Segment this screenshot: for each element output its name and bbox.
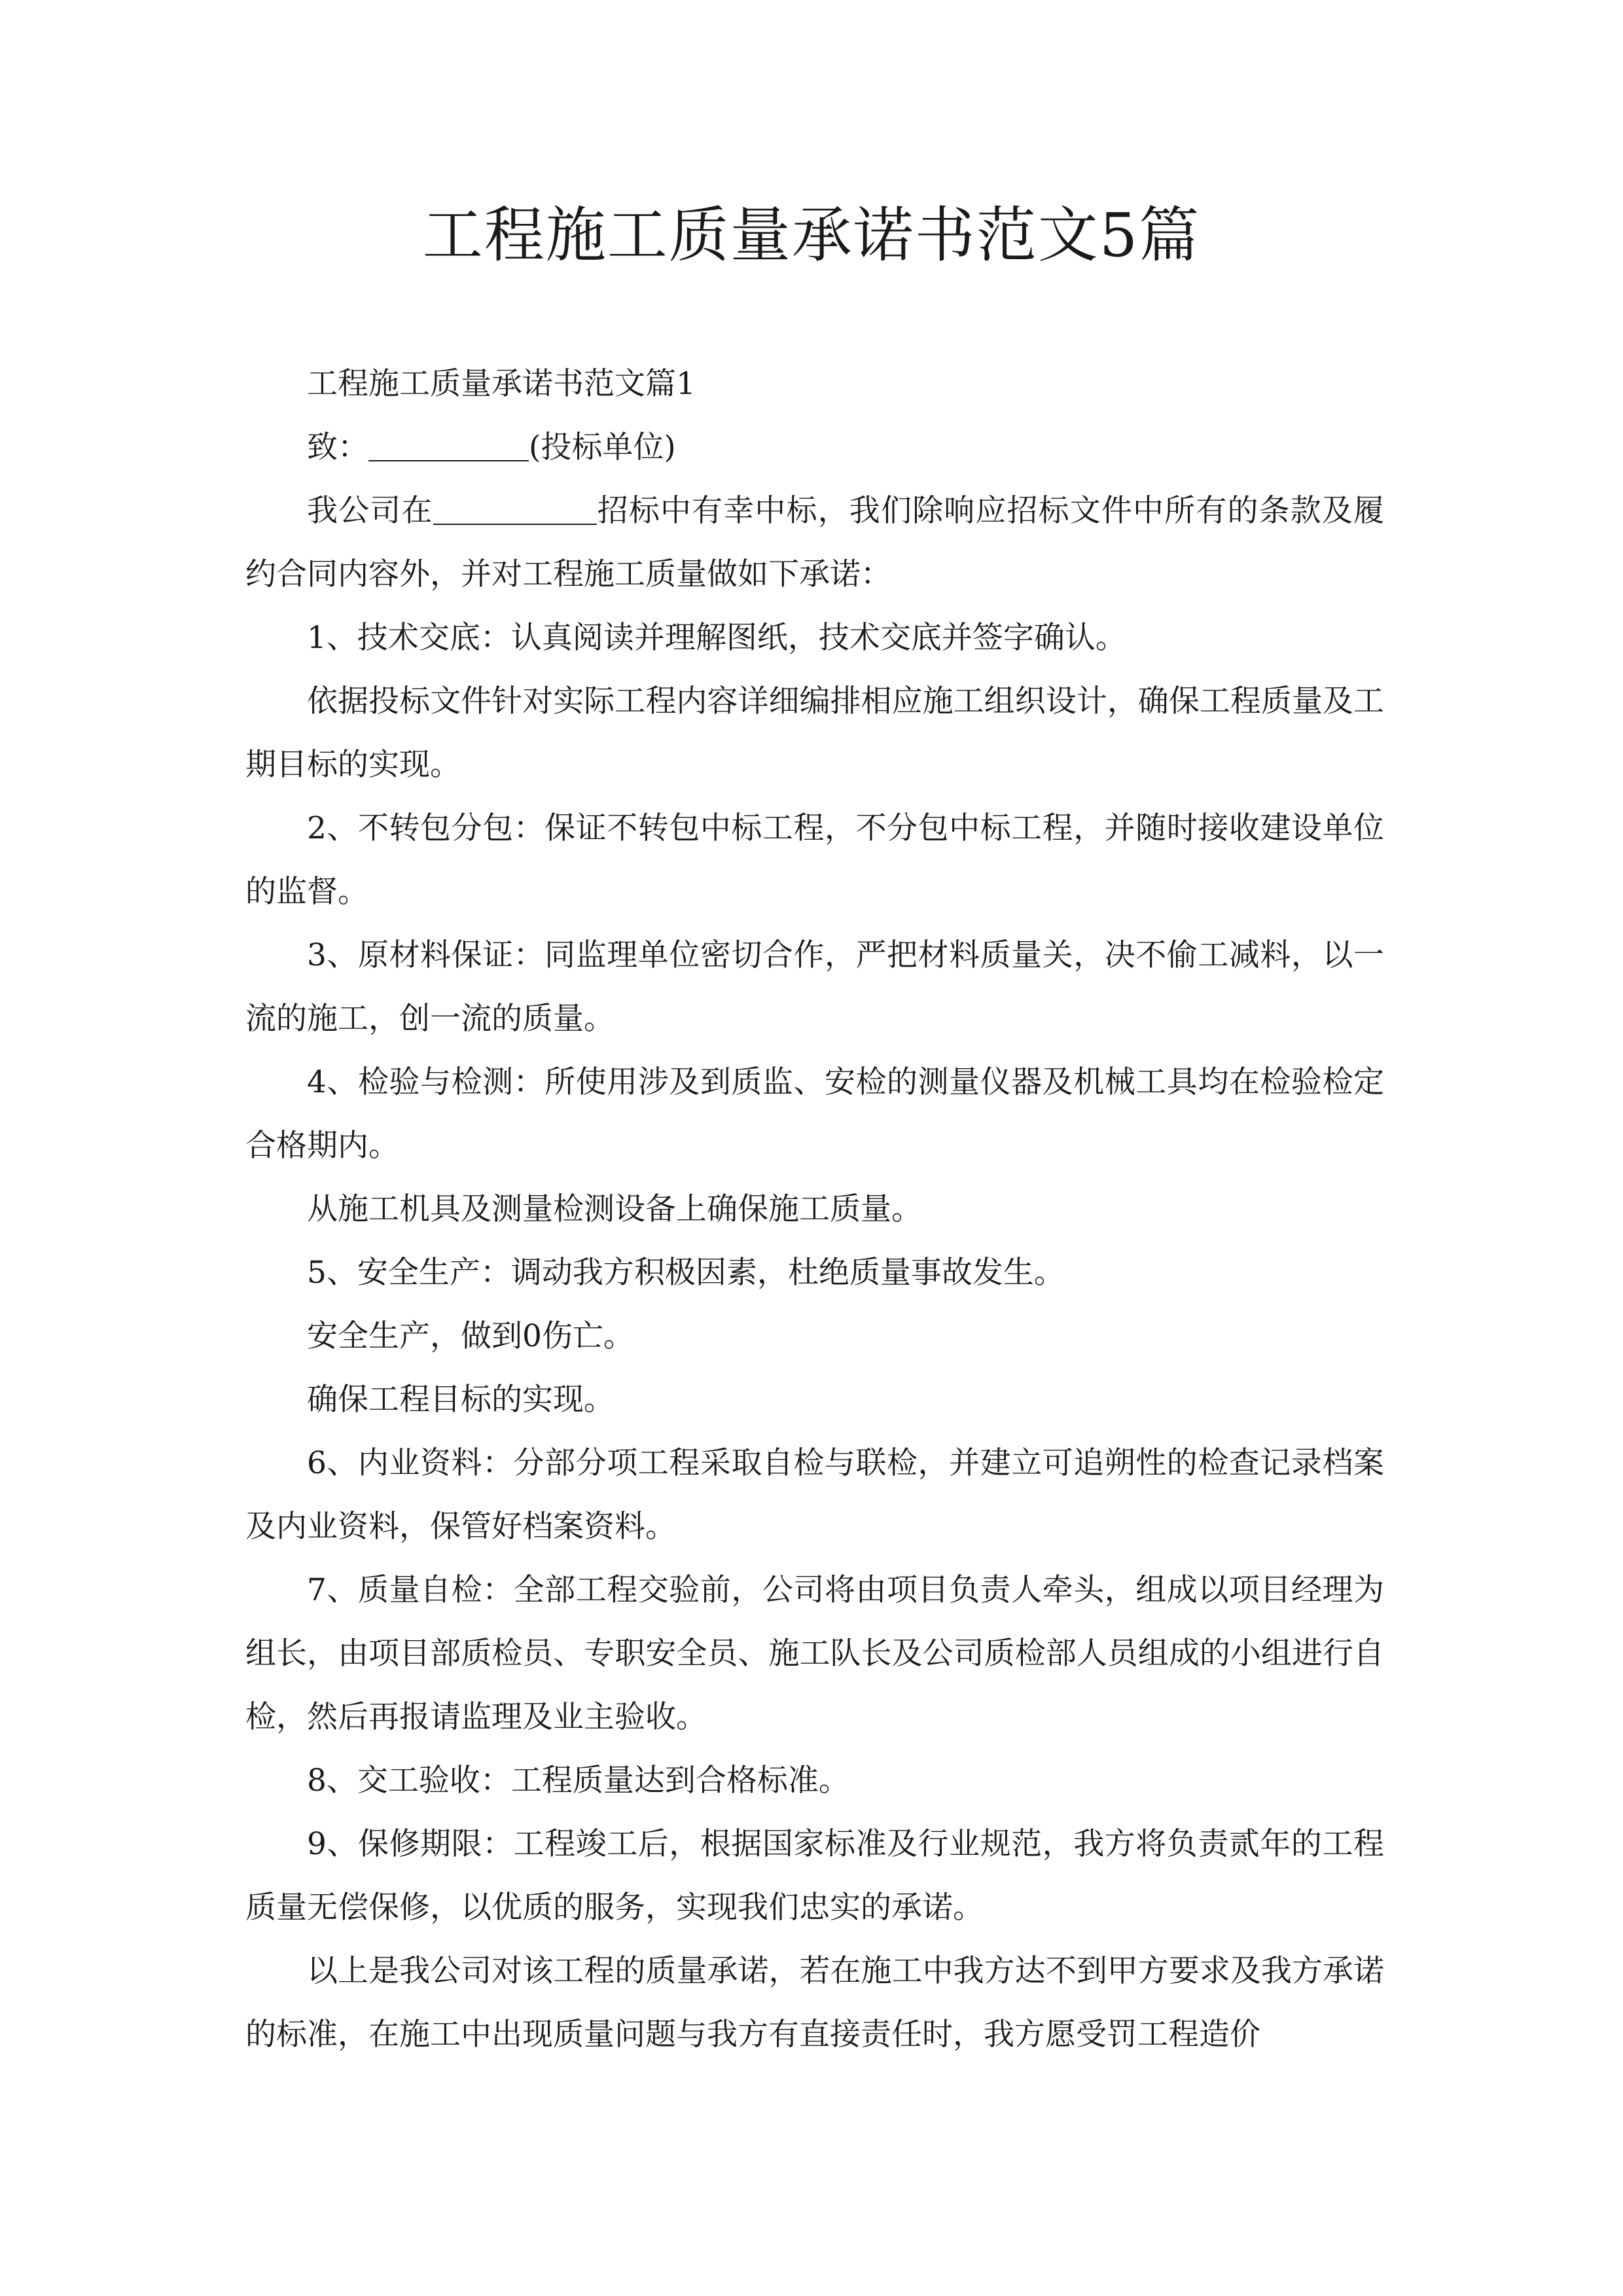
paragraph-project-goals: 确保工程目标的实现。 xyxy=(307,1382,615,1418)
project-name-blank xyxy=(433,490,597,525)
paragraph-handover-acceptance: 8、交工验收：工程质量达到合格标准。 xyxy=(307,1763,849,1799)
intro-prefix: 我公司在 xyxy=(307,493,433,529)
paragraph-construction-design: 依据投标文件针对实际工程内容详细编排相应施工组织设计，确保工程质量及工期目标的实现。 xyxy=(245,683,1384,783)
addressee-suffix: (投标单位) xyxy=(529,429,676,465)
paragraph-raw-materials: 3、原材料保证：同监理单位密切合作，严把材料质量关，决不偷工减料，以一流的施工，创一流的质量。 xyxy=(245,937,1384,1037)
paragraph-internal-records: 6、内业资料：分部分项工程采取自检与联检，并建立可追朔性的检查记录档案及内业资料，保管好档案资料。 xyxy=(245,1445,1384,1545)
paragraph-technical-briefing: 1、技术交底：认真阅读并理解图纸，技术交底并签字确认。 xyxy=(307,620,1126,656)
intro-suffix: 招标中有幸中标，我们除响应招标文件中所有的条款及履约合同内容外，并对工程施工质量做如下承诺： xyxy=(245,493,1385,592)
document-title: 工程施工质量承诺书范文5篇 xyxy=(422,200,1201,270)
paragraph-warranty-period: 9、保修期限：工程竣工后，根据国家标准及行业规范，我方将负责贰年的工程质量无偿保修，以优质的服务，实现我们忠实的承诺。 xyxy=(245,1826,1384,1926)
paragraph-inspection-testing: 4、检验与检测：所使用涉及到质监、安检的测量仪器及机械工具均在检验检定合格期内。 xyxy=(245,1064,1384,1164)
paragraph-zero-casualties: 安全生产，做到0伤亡。 xyxy=(307,1318,634,1354)
paragraph-quality-self-check: 7、质量自检：全部工程交验前，公司将由项目负责人牵头，组成以项目经理为组长，由项目部质检员、专职安全员、施工队长及公司质检部人员组成的小组进行自检，然后再报请监理及业主验收。 xyxy=(245,1572,1384,1735)
document-body xyxy=(245,352,1384,2066)
addressee-prefix: 致： xyxy=(307,429,368,465)
paragraph-closing-commitment: 以上是我公司对该工程的质量承诺，若在施工中我方达不到甲方要求及我方承诺的标准，在施工中出现质量问题与我方有直接责任时，我方愿受罚工程造价 xyxy=(245,1953,1384,2053)
intro-paragraph xyxy=(245,479,1384,606)
addressee-blank xyxy=(368,426,529,461)
paragraph-equipment-quality: 从施工机具及测量检测设备上确保施工质量。 xyxy=(307,1191,922,1227)
addressee-line xyxy=(245,416,1384,479)
paragraph-safety-production: 5、安全生产：调动我方积极因素，杜绝质量事故发生。 xyxy=(307,1255,1065,1291)
section-heading: 工程施工质量承诺书范文篇1 xyxy=(307,366,696,402)
paragraph-no-subcontracting: 2、不转包分包：保证不转包中标工程，不分包中标工程，并随时接收建设单位的监督。 xyxy=(245,810,1384,910)
